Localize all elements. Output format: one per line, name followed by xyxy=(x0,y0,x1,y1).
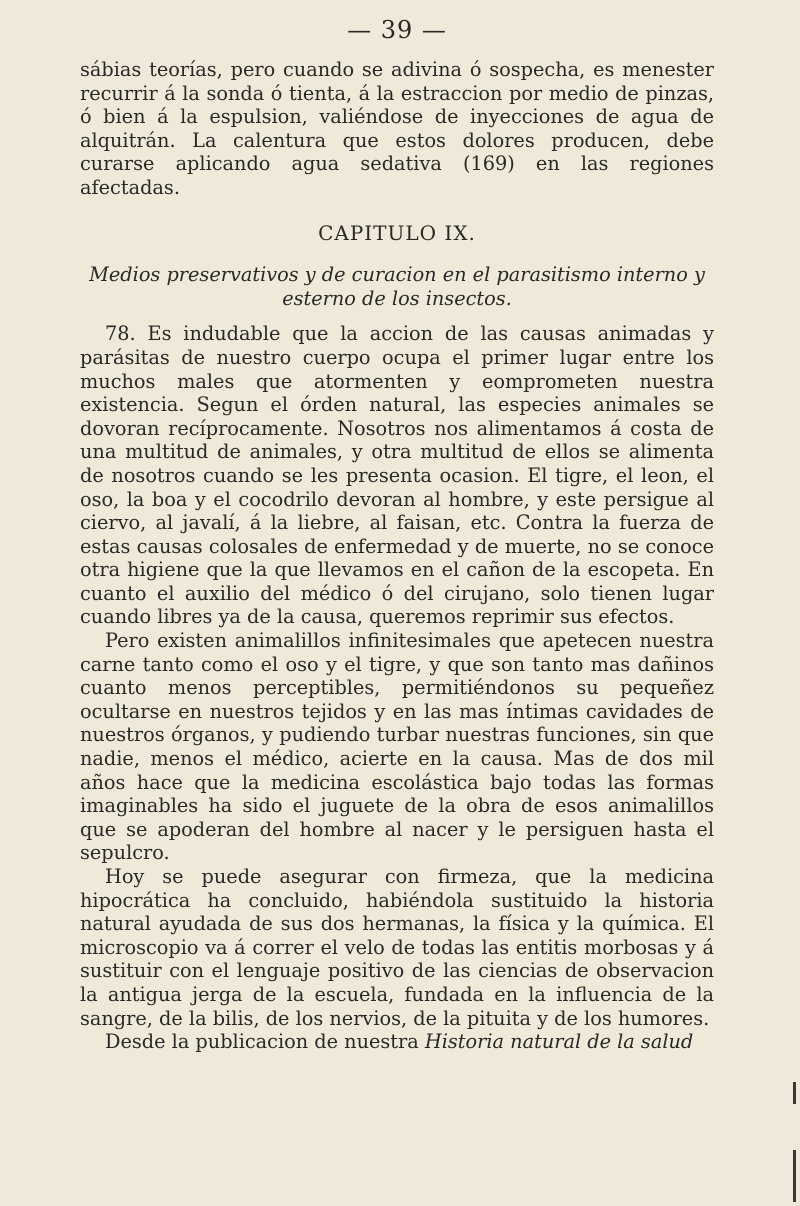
paragraph-desde xyxy=(80,1030,714,1054)
continuation-paragraph: sábias teorías, pero cuando se adivina ó sospecha, es menester recurrir á la sonda ó tienta, á la estraccion por medio de pinzas, ó bien á la espulsion, valiéndose de inyecciones de agua de alquitrán. La calentura que estos dolores producen, debe curarse aplicando agua sedativa (169) en las regiones afectadas. xyxy=(80,58,714,199)
page-body xyxy=(80,58,714,1054)
page-edge-mark xyxy=(793,1082,796,1104)
paragraph-medicina-hipocratica: Hoy se puede asegurar con firmeza, que la medicina hipocrática ha concluido, habiéndola sustituido la historia natural ayudada de sus dos hermanas, la física y la química. El microscopio va á correr el velo de todas las entitis morbosas y á sustituir con el lenguaje positivo de las ciencias de observacion la antigua jerga de la escuela, fundada en la influencia de la sangre, de la bilis, de los nervios, de la pituita y de los humores. xyxy=(80,865,714,1030)
book-title-reference: Historia natural de la salud xyxy=(424,1030,694,1054)
chapter-subtitle: Medios preservativos y de curacion en el parasitismo interno y esterno de los insectos. xyxy=(89,263,705,310)
paragraph-animalillos: Pero existen animalillos infinitesimales que apetecen nuestra carne tanto como el oso y el tigre, y que son tanto mas dañinos cuanto menos perceptibles, permitiéndonos su pequeñez ocultarse en nuestros tejidos y en las mas íntimas cavidades de nuestros órganos, y pudiendo turbar nuestras funciones, sin que nadie, menos el médico, acierte en la causa. Mas de dos mil años hace que la medicina escolástica bajo todas las formas imaginables ha sido el juguete de la obra de esos animalillos que se apoderan del hombre al nacer y le persiguen hasta el sepulcro. xyxy=(80,629,714,865)
page-edge-mark xyxy=(793,1150,796,1202)
page-number: — 39 — xyxy=(347,16,447,44)
last-line-text: Desde la publicacion de nuestra xyxy=(105,1030,419,1054)
chapter-heading: CAPITULO IX. xyxy=(318,220,476,245)
paragraph-78: 78. Es indudable que la accion de las causas animadas y parásitas de nuestro cuerpo ocupa el primer lugar entre los muchos males que atormenten y eomprometen nuestra existencia. Segun el órden natural, las especies animales se dovoran recíprocamente. Nosotros nos alimentamos á costa de una multitud de animales, y otra multitud de ellos se alimenta de nosotros cuando se les presenta ocasion. El tigre, el leon, el oso, la boa y el cocodrilo devoran al hombre, y este persigue al ciervo, al javalí, á la liebre, al faisan, etc. Contra la fuerza de estas causas colosales de enfermedad y de muerte, no se conoce otra higiene que la que llevamos en el cañon de la escopeta. En cuanto el auxilio del médico ó del cirujano, solo tienen lugar cuando libres ya de la causa, queremos reprimir sus efectos. xyxy=(80,322,714,629)
